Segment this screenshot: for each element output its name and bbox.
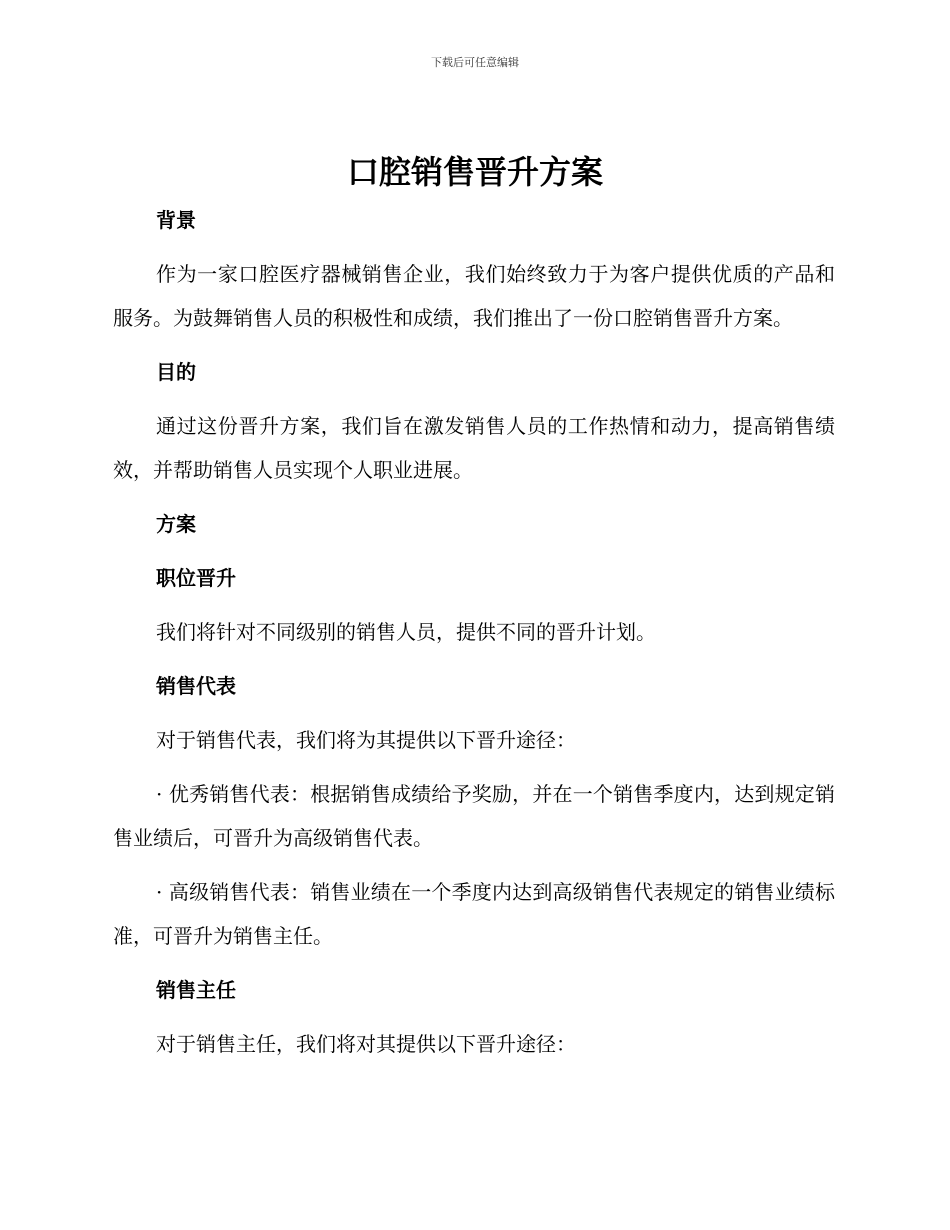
promotion-paragraph: 我们将针对不同级别的销售人员，提供不同的晋升计划。 [156,620,656,644]
purpose-paragraph: 通过这份晋升方案，我们旨在激发销售人员的工作热情和动力，提高销售绩效，并帮助销售人员实现个人职业进展。 [113,414,835,482]
plan-heading: 方案 [156,512,196,536]
sales-rep-bullet-excellent: · 优秀销售代表：根据销售成绩给予奖励，并在一个销售季度内，达到规定销售业绩后，可晋升为高级销售代表。 [113,782,835,850]
header-note: 下载后可任意编辑 [431,56,519,69]
sales-director-heading: 销售主任 [156,978,236,1002]
background-heading: 背景 [156,208,196,232]
background-paragraph: 作为一家口腔医疗器械销售企业，我们始终致力于为客户提供优质的产品和服务。为鼓舞销售人员的积极性和成绩，我们推出了一份口腔销售晋升方案。 [113,262,835,330]
document-title: 口腔销售晋升方案 [346,153,603,191]
sales-director-paragraph: 对于销售主任，我们将对其提供以下晋升途径： [156,1032,576,1056]
purpose-heading: 目的 [156,360,196,384]
sales-rep-paragraph: 对于销售代表，我们将为其提供以下晋升途径： [156,728,576,752]
document-body [113,198,835,1066]
promotion-heading: 职位晋升 [156,566,236,590]
sales-rep-bullet-senior: · 高级销售代表：销售业绩在一个季度内达到高级销售代表规定的销售业绩标准，可晋升为销售主任。 [113,880,835,948]
sales-rep-heading: 销售代表 [156,674,236,698]
